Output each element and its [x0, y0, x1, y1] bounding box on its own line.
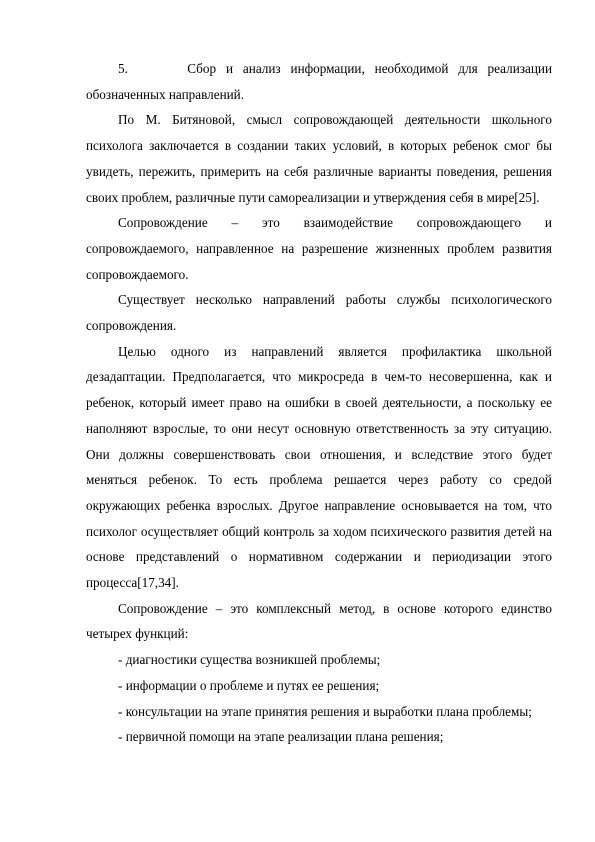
- list-item-primary-help: - первичной помощи на этапе реализации плана решения;: [118, 729, 444, 745]
- list-item-diagnostics: - диагностики существа возникшей проблемы;: [118, 652, 381, 668]
- paragraph-directions: Существует несколько направлений работы службы психологического сопровождения.: [86, 292, 552, 334]
- paragraph-prevention: Целью одного из направлений является профилактика школьной дезадаптации. Предполагается, что микросреда в чем-то несовершенна, как и ребенок, который имеет право на ошибки в своей деятельности, а поскольку ее наполняют взрослые, то они несут основную ответственность за эту ситуацию. Они должны совершенствовать свои отношения, и вследствие этого будет меняться ребенок. То есть проблема решается через работу со средой окружающих ребенка взрослых. Другое направление основывается на том, что психолог осуществляет общий контроль за ходом психического развития детей на основе представлений о нормативном содержании и периодизации этого процесса[17,34].: [86, 343, 552, 591]
- text-column: [86, 56, 552, 750]
- list-item-information: - информации о проблеме и путях ее решения;: [118, 677, 380, 693]
- paragraph-definition: Сопровождение – это взаимодействие сопровождающего и сопровождаемого, направленное на разрешение жизненных проблем развития сопровождаемого.: [86, 215, 552, 282]
- paragraph-item-5: 5. Сбор и анализ информации, необходимой для реализации обозначенных направлений.: [86, 61, 552, 102]
- list-item-consultation: - консультации на этапе принятия решения и выработки плана проблемы;: [118, 703, 532, 719]
- paragraph-complex-method: Сопровождение – это комплексный метод, в основе которого единство четырех функций:: [86, 600, 552, 642]
- paragraph-bityanova: По М. Битяновой, смысл сопровождающей деятельности школьного психолога заключается в создании таких условий, в которых ребенок смог бы увидеть, пережить, примерить на себя различные варианты поведения, решения своих проблем, различные пути самореализации и утверждения себя в мире[25].: [86, 112, 552, 205]
